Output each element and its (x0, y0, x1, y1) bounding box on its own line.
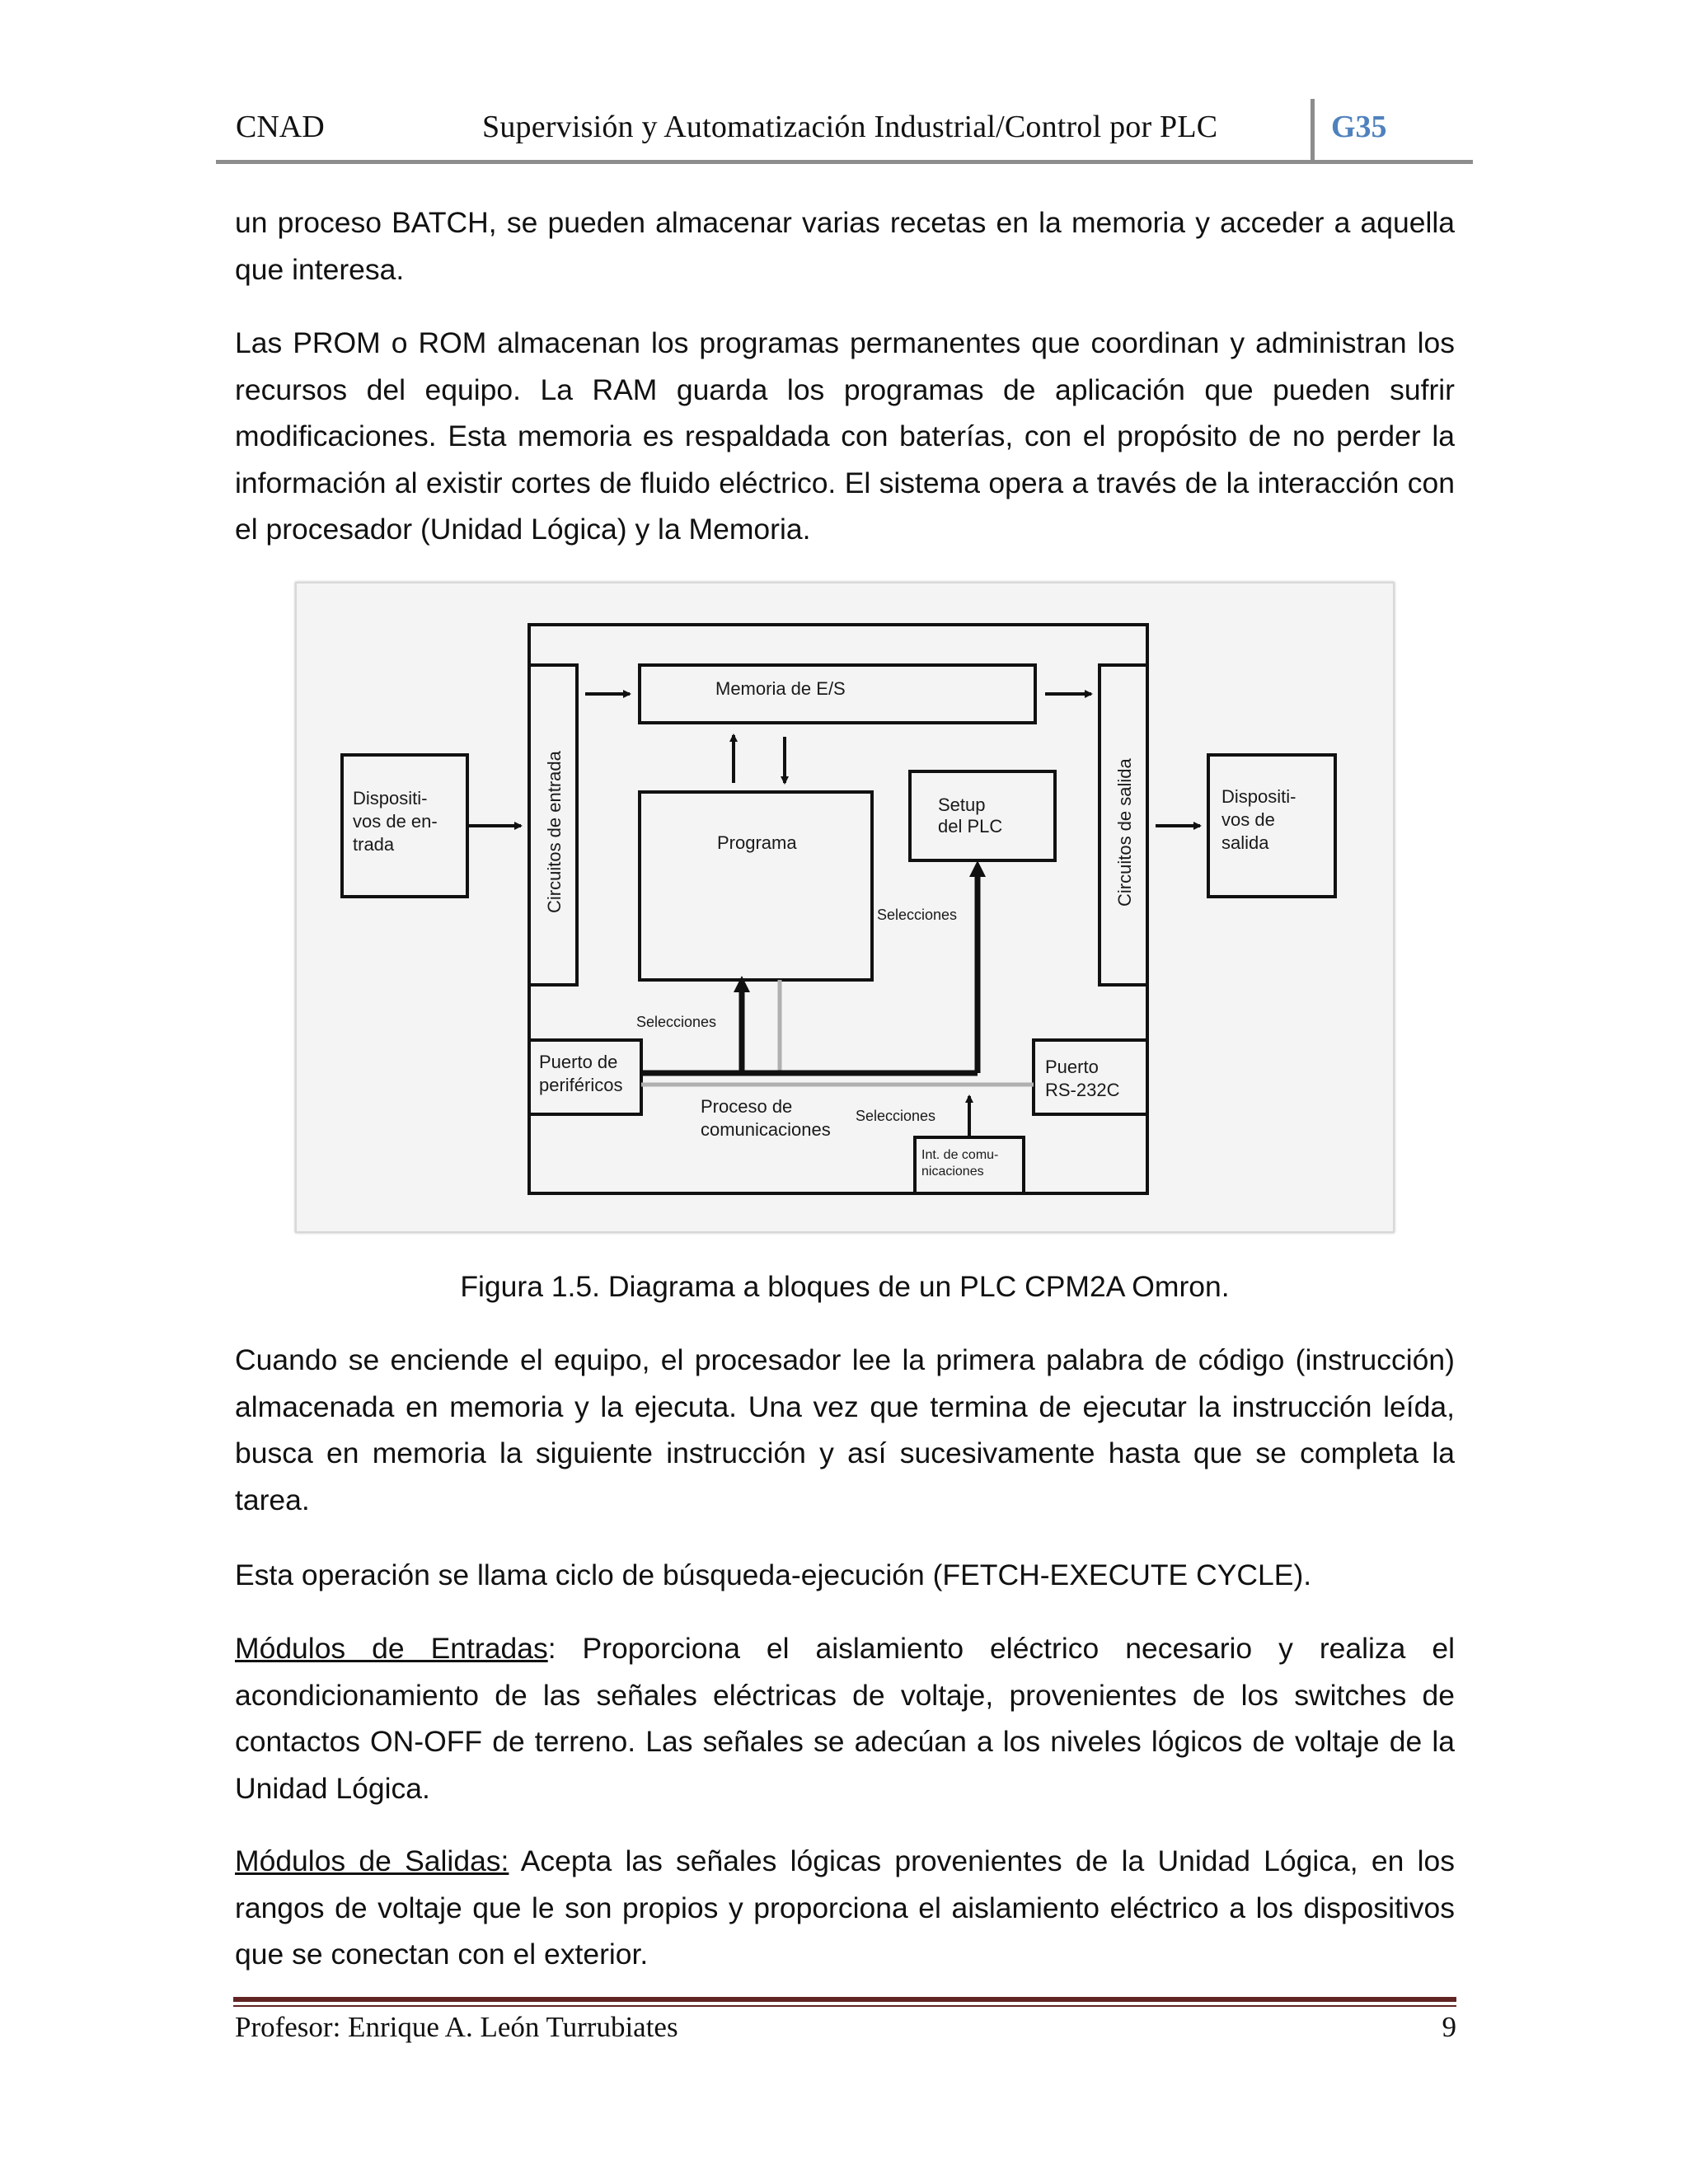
setup-select-arrow (969, 860, 986, 877)
paragraph-output-modules (235, 1838, 1455, 1978)
input-devices-label-2: vos de en- (353, 811, 438, 832)
paragraph-fetch: Cuando se enciende el equipo, el procesador lee la primera palabra de código (instrucción) almacenada en memoria y la ejecuta. Una vez que termina de ejecutar la instrucción leída, busca en memoria la siguiente instrucción y así sucesivamente hasta que se completa la tarea. (235, 1343, 1455, 1516)
program-label: Programa (717, 832, 797, 853)
plc-outer-box (529, 625, 1147, 1193)
selections-label-setup: Selecciones (877, 907, 958, 923)
output-devices-label-1: Dispositi- (1221, 786, 1296, 807)
setup-label-1: Setup (938, 794, 986, 815)
comm-process-label-1: Proceso de (701, 1096, 793, 1117)
header-separator (1311, 99, 1315, 162)
setup-label-2: del PLC (938, 816, 1003, 837)
selections-label-comm: Selecciones (856, 1108, 936, 1124)
header-title: Supervisión y Automatización Industrial/Control por PLC (482, 110, 1218, 144)
figure-caption: Figura 1.5. Diagrama a bloques de un PLC CPM2A Omron. (460, 1270, 1230, 1303)
output-circuits-label: Circuitos de salida (1114, 758, 1135, 907)
input-modules-colon: : (547, 1632, 556, 1665)
peripheral-port-label-2: periféricos (539, 1075, 623, 1095)
output-devices-label-3: salida (1221, 832, 1269, 853)
rs232-label-1: Puerto (1045, 1057, 1099, 1077)
page-header (216, 97, 1473, 163)
input-devices-label-3: trada (353, 834, 395, 855)
page-number: 9 (1442, 2011, 1456, 2043)
rs232-port-box (1034, 1040, 1147, 1114)
paragraph-input-modules (235, 1625, 1455, 1811)
comm-interface-label-1: Int. de comu- (921, 1148, 999, 1162)
input-circuits-label: Circuitos de entrada (544, 751, 565, 913)
input-devices-label-1: Dispositi- (353, 788, 428, 808)
footer-rule-thin (233, 2005, 1456, 2007)
program-box (640, 792, 872, 980)
header-org: CNAD (236, 110, 325, 144)
paragraph-batch: un proceso BATCH, se pueden almacenar varias recetas en la memoria y acceder a aquella que interesa. (235, 206, 1455, 286)
output-modules-term: Módulos de Salidas: (235, 1844, 509, 1877)
comm-process-label-2: comunicaciones (701, 1119, 831, 1140)
selections-label-program: Selecciones (636, 1014, 717, 1030)
output-devices-label-2: vos de (1221, 809, 1275, 830)
paragraph-memory: Las PROM o ROM almacenan los programas permanentes que coordinan y administran los recursos del equipo. La RAM guarda los programas de aplicación que pueden sufrir modificaciones. Esta memoria es respaldada con baterías, con el propósito de no perder la información al existir cortes de fluido eléctrico. El sistema opera a través de la interacción con el procesador (Unidad Lógica) y la Memoria. (235, 326, 1455, 546)
input-modules-term: Módulos de Entradas (235, 1632, 548, 1665)
header-code: G35 (1331, 110, 1387, 144)
comm-interface-label-2: nicaciones (921, 1165, 984, 1179)
input-modules-text: Proporciona el aislamiento eléctrico necesario y realiza el acondicionamiento de las señales eléctricas de voltaje, provenientes de los switches de contactos ON-OFF de terreno. Las señales se adecúan a los niveles lógicos de voltaje de la Unidad Lógica. (235, 1632, 1456, 1805)
io-memory-label: Memoria de E/S (715, 678, 846, 699)
header-rule (216, 160, 1473, 164)
peripheral-port-label-1: Puerto de (539, 1052, 618, 1072)
footer-professor: Profesor: Enrique A. León Turrubiates (235, 2011, 678, 2043)
rs232-label-2: RS-232C (1045, 1080, 1120, 1100)
output-modules-text: Acepta las señales lógicas provenientes de la Unidad Lógica, en los rangos de voltaje que le son propios y proporciona el aislamiento eléctrico a los dispositivos que se conectan con el exterior. (235, 1844, 1455, 1971)
plc-block-diagram (295, 582, 1395, 1233)
paragraph-cycle: Esta operación se llama ciclo de búsqueda-ejecución (FETCH-EXECUTE CYCLE). (235, 1558, 1312, 1591)
footer-rule-thick (233, 1997, 1456, 2002)
